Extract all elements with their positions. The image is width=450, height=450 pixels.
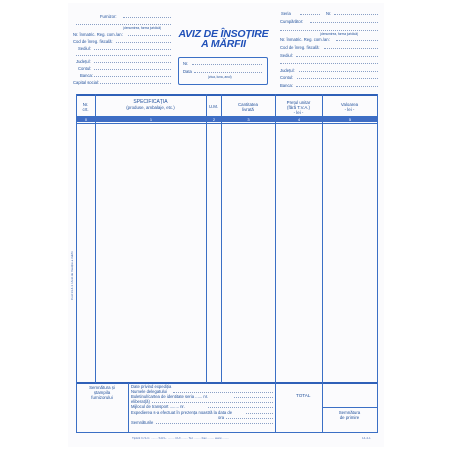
form-title-line1: AVIZ DE ÎNSOȚIRE <box>178 28 269 40</box>
col-number-3: 3 <box>222 117 275 122</box>
delegat-field[interactable] <box>173 392 273 393</box>
col-header-pretul-l2: (fără T.V.A.) <box>287 105 310 110</box>
supplier-banca-field[interactable] <box>94 76 171 77</box>
col-header-pretul-l1: Prețul unitar <box>286 100 311 105</box>
seria-field[interactable] <box>300 14 320 15</box>
supplier-contul-label: Contul: <box>78 66 92 71</box>
delegat-label: Numele delegatului <box>131 389 167 394</box>
expedierea-label: Expedierea s-a efectuat în prezența noastră la data de <box>131 410 233 415</box>
buyer-sediul-label: Sediul: <box>280 53 293 58</box>
expedierea-date-field[interactable] <box>246 413 273 414</box>
supplier-capital-label: Capital social: <box>73 80 100 85</box>
eliberat-label: eliberat(ă) <box>131 399 150 404</box>
supplier-sediul-field-2[interactable] <box>76 55 171 56</box>
buletin-field[interactable] <box>234 397 273 398</box>
form-title <box>171 29 276 49</box>
col-number-0: 0 <box>77 117 95 122</box>
supplier-banca-label: Banca: <box>80 73 94 78</box>
col-header-um <box>206 104 221 109</box>
supplier-contul-field[interactable] <box>94 69 171 70</box>
items-entry-area[interactable] <box>77 124 377 381</box>
furnizor-hint: (denumirea, forma juridică) <box>123 26 162 30</box>
buyer-cod-fiscal-label: Cod de înreg. fiscală: <box>280 45 320 50</box>
buyer-contul-label: Contul: <box>280 75 294 80</box>
primire-l1: Semnătura <box>338 410 361 415</box>
form-title-line2: A MĂRFII <box>201 38 246 50</box>
buyer-judetul-field[interactable] <box>299 71 378 72</box>
buyer-reg-com-label: Nr. înmatric. Reg. com./an: <box>280 37 330 42</box>
ora-label: ora <box>218 415 225 420</box>
semnaturile-field[interactable] <box>156 423 273 424</box>
buyer-contul-field[interactable] <box>297 78 378 79</box>
nr-top-field[interactable] <box>334 14 378 15</box>
semnaturile-label: Semnăturile <box>131 420 154 425</box>
col-header-pretul <box>275 100 322 115</box>
semnatura-l2: ștampila <box>93 390 111 395</box>
transport-field[interactable] <box>208 407 273 408</box>
col-number-1: 1 <box>96 117 206 122</box>
col-header-nr <box>76 102 95 112</box>
cumparator-field[interactable] <box>310 22 378 23</box>
cumparator-label: Cumpărător: <box>280 19 304 24</box>
seria-label: Seria <box>281 11 291 16</box>
col-header-cantitatea-l2: livrată <box>242 107 254 112</box>
form-date-hint: (ziua, luna, anul) <box>208 75 232 79</box>
buyer-banca-field[interactable] <box>296 86 378 87</box>
footer-bottom-border <box>76 432 378 433</box>
cumparator-field-2[interactable] <box>280 30 378 31</box>
buyer-cod-fiscal-field[interactable] <box>324 48 378 49</box>
total-label: TOTAL <box>296 393 311 398</box>
semnatura-l3: furnizorului <box>91 395 113 400</box>
semnatura-l1: Semnătura și <box>89 385 115 390</box>
supplier-capital-field[interactable] <box>100 83 171 84</box>
col-number-5: 5 <box>323 117 377 122</box>
buyer-sediul-field-2[interactable] <box>280 63 378 64</box>
col-header-valoarea-l2: - lei - <box>344 107 355 112</box>
form-code: 14-4-1 <box>362 436 371 440</box>
supplier-reg-com-field[interactable] <box>128 35 171 36</box>
supplier-judetul-label: Județul: <box>76 59 91 64</box>
form-nr-field[interactable] <box>192 64 262 65</box>
printer-info: Tipărit în S.C. ........ S.R.L. ........ CUI ........ Tel. ........ Fax ........ www ........ <box>132 436 230 440</box>
col-border-6 <box>377 94 378 432</box>
furnizor-field-2[interactable] <box>76 24 171 25</box>
supplier-cod-fiscal-label: Cod de înreg. fiscală: <box>73 39 113 44</box>
col-number-4: 4 <box>276 117 322 122</box>
nr-top-label: Nr. <box>326 11 332 16</box>
col-header-cantitatea <box>221 102 275 112</box>
form-page <box>68 3 384 447</box>
ora-field[interactable] <box>226 418 273 419</box>
buyer-judetul-label: Județul: <box>280 68 295 73</box>
side-vertical-text: Cod 14-4-1 / Aviz de însoțire a mărfii <box>70 251 74 300</box>
col-header-nr-l1: Nr. <box>82 102 89 107</box>
col-header-specificatia-l1: SPECIFICAȚIA <box>133 99 168 105</box>
semnatura-furnizor <box>76 385 128 400</box>
furnizor-field[interactable] <box>123 17 171 18</box>
supplier-judetul-field[interactable] <box>94 62 171 63</box>
buyer-banca-label: Banca: <box>280 83 294 88</box>
supplier-sediul-field[interactable] <box>94 49 171 50</box>
primire-l2: de primire <box>339 415 360 420</box>
footer-col-border-1 <box>128 383 129 432</box>
supplier-sediul-label: Sediul: <box>78 46 91 51</box>
semnatura-primire <box>322 410 377 420</box>
buletin-label: Buletinul/cartea de identitate seria ...... nr. <box>131 394 209 399</box>
eliberat-field[interactable] <box>152 402 273 403</box>
buyer-reg-com-field[interactable] <box>336 40 378 41</box>
col-header-specificatia <box>95 100 206 110</box>
supplier-cod-fiscal-field[interactable] <box>116 42 171 43</box>
transport-label: Mijlocul de transport ........ nr. <box>131 404 185 409</box>
col-header-specificatia-l2: (produse, ambalaje, etc.) <box>126 105 175 110</box>
col-header-nr-l2: crt. <box>82 107 89 112</box>
col-header-cantitatea-l1: Cantitatea <box>237 102 258 107</box>
cumparator-hint: (denumirea, forma juridică) <box>320 32 359 36</box>
table-top-border <box>76 94 378 96</box>
col-number-2: 2 <box>207 117 221 122</box>
furnizor-label: Furnizor: <box>100 14 117 19</box>
col-header-valoarea-l1: Valoarea <box>340 102 359 107</box>
supplier-reg-com-label: Nr. înmatric. Reg. com./an: <box>73 32 123 37</box>
buyer-sediul-field[interactable] <box>296 56 378 57</box>
col-header-valoarea <box>322 102 377 112</box>
expeditie-title: Date privind expediția <box>131 384 172 389</box>
form-data-label: Data <box>183 69 192 74</box>
total-separator <box>322 407 377 408</box>
form-nr-label: Nr. <box>183 61 189 66</box>
col-header-um-l1: U.M. <box>208 104 219 109</box>
form-data-field[interactable] <box>194 72 262 73</box>
col-header-pretul-l3: - lei - <box>293 110 304 115</box>
total-value-field[interactable] <box>323 384 377 406</box>
